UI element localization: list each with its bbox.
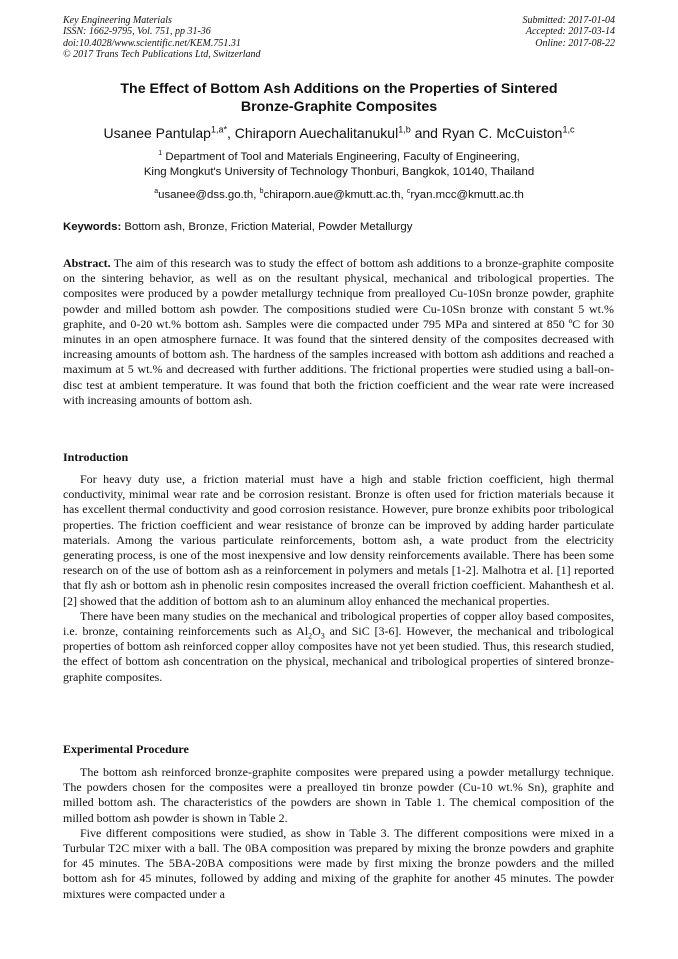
experimental-body: [63, 765, 614, 902]
abstract-label: Abstract.: [63, 256, 111, 270]
author-name: Chiraporn Auechalitanukul: [234, 125, 399, 141]
experimental-heading: Experimental Procedure: [63, 742, 189, 756]
affiliation: [63, 150, 615, 180]
paragraph: The bottom ash reinforced bronze-graphite composites were prepared using a powder metallurgy technique. The powders chosen for the composites were a prealloyed tin bronze powder (Cu-10 wt.% Sn), graphite and milled bottom ash. The characteristics of the powders are shown in Table 1. The chemical composition of the milled bottom ash powder is shown in Table 2.: [63, 765, 614, 825]
email-superscript: b: [259, 188, 264, 196]
paragraph: For heavy duty use, a friction material must have a high and stable friction coefficient, high thermal conductivity, minimal wear rate and be corrosion resistant. Bronze is often used for friction materials because it has excellent thermal conductivity and good corrosion resistance. However, pure bronze exhibits poor tribological properties. The friction coefficient and wear resistance of bronze can be improved by adding harder particulate materials. Among the various particulate reinforcements, bottom ash, a wate product from the electricity generating process, is one of the most inexpensive and low density reinforcements available. There has been some research on of the use of bottom ash as a reinforcement in polymers and metals [1-2]. Malhotra et al. [1] reported that fly ash or bottom ash in phenolic resin composites increased the overall friction coefficient. Mahanthesh et al. [2] showed that the addition of bottom ash to an aluminum alloy enhanced the mechanical properties.: [63, 472, 614, 608]
accepted-date: Accepted: 2017-03-14: [525, 26, 615, 38]
subscript: 3: [320, 631, 325, 641]
abstract: [63, 256, 614, 408]
subscript: 2: [308, 631, 313, 641]
author-emails: [63, 188, 615, 203]
email-link[interactable]: usanee@dss.go.th: [158, 189, 254, 201]
email-separator: ,: [253, 189, 260, 201]
title-line-1: The Effect of Bottom Ash Additions on the Properties of Sintered: [120, 81, 558, 97]
abstract-text: The aim of this research was to study the effect of bottom ash additions to a bronze-graphite composite on the sintering behavior, as well as on the resultant physical, mechanical and tribological properties. The composites were produced by a powder metallurgy technique from prealloyed Cu-10Sn bronze powder, graphite powder and milled bottom ash powder. The compositions studied were Cu-10Sn bronze with constant 5 wt.% graphite, and 0-20 wt.% bottom ash. Samples were die compacted under 795 MPa and sintered at 850 ºC for 30 minutes in an open atmosphere furnace. It was found that the sintered density of the composites decreased with increasing amounts of bottom ash. The hardness of the samples increased with bottom ash additions and reached a maximum at 5 wt.% and decreased with further additions. The frictional properties were studied using a ball-on-disc test at ambient temperature. It was found that both the friction coefficient and the wear rate were increased with increasing amounts of bottom ash.: [63, 256, 614, 407]
paragraph-text: O: [312, 624, 321, 639]
paragraph: [63, 609, 614, 685]
doi: doi:10.4028/www.scientific.net/KEM.751.31: [63, 37, 241, 49]
email-separator: ,: [400, 189, 407, 201]
paper-title: [63, 80, 615, 116]
author-superscript: 1,a*: [210, 124, 227, 135]
journal-info: [63, 15, 261, 60]
affiliation-line-2: King Mongkut's University of Technology Thonburi, Bangkok, 10140, Thailand: [143, 166, 535, 178]
introduction-body: [63, 472, 614, 685]
journal-name: Key Engineering Materials: [63, 15, 172, 26]
author-name: Ryan C. McCuiston: [441, 125, 563, 141]
publication-dates: [523, 15, 616, 49]
email-superscript: c: [406, 188, 411, 196]
author-separator: and: [410, 125, 442, 141]
paragraph-text: There have been many studies on the mechanical and tribological properties of copper alloy based composites, i.e. bronze, containing reinforcements such as Al: [63, 608, 614, 639]
author-list: [40, 124, 638, 142]
introduction-heading: Introduction: [63, 450, 129, 464]
keywords: [63, 220, 615, 235]
keywords-label: Keywords:: [63, 221, 122, 233]
copyright: © 2017 Trans Tech Publications Ltd, Switzerland: [63, 48, 261, 60]
author-separator: ,: [226, 125, 235, 141]
author-superscript: 1,c: [562, 124, 575, 135]
online-date: Online: 2017-08-22: [535, 37, 615, 49]
issn: ISSN: 1662-9795, Vol. 751, pp 31-36: [63, 26, 211, 38]
email-superscript: a: [154, 188, 159, 196]
email-link[interactable]: chiraporn.aue@kmutt.ac.th: [263, 189, 401, 201]
title-line-2: Bronze-Graphite Composites: [240, 99, 438, 115]
paragraph-text: and SiC [3-6]. However, the mechanical and tribological properties of bottom ash reinforced copper alloy composites have not yet been studied. Thus, this research studied, the effect of bottom ash concentration on the physical, mechanical and tribological properties of sintered bronze-graphite composites.: [63, 624, 615, 684]
paragraph: Five different compositions were studied, as show in Table 3. The different compositions were mixed in a Turbular T2C mixer with a ball. The 0BA composition was prepared by mixing the bronze powders and graphite for 45 minutes. The 5BA-20BA compositions were made by first mixing the bronze powders and the milled bottom ash for 45 minutes, followed by adding and mixing of the graphite for another 45 minutes. The powder mixtures were compacted under a: [63, 825, 614, 901]
keywords-text: Bottom ash, Bronze, Friction Material, Powder Metallurgy: [121, 221, 413, 233]
author-superscript: 1,b: [398, 124, 411, 135]
submitted-date: Submitted: 2017-01-04: [522, 15, 615, 26]
email-link[interactable]: ryan.mcc@kmutt.ac.th: [410, 189, 524, 201]
affiliation-line-1: Department of Tool and Materials Engineering, Faculty of Engineering,: [162, 151, 520, 163]
affiliation-superscript: 1: [158, 150, 163, 158]
author-name: Usanee Pantulap: [103, 125, 211, 141]
